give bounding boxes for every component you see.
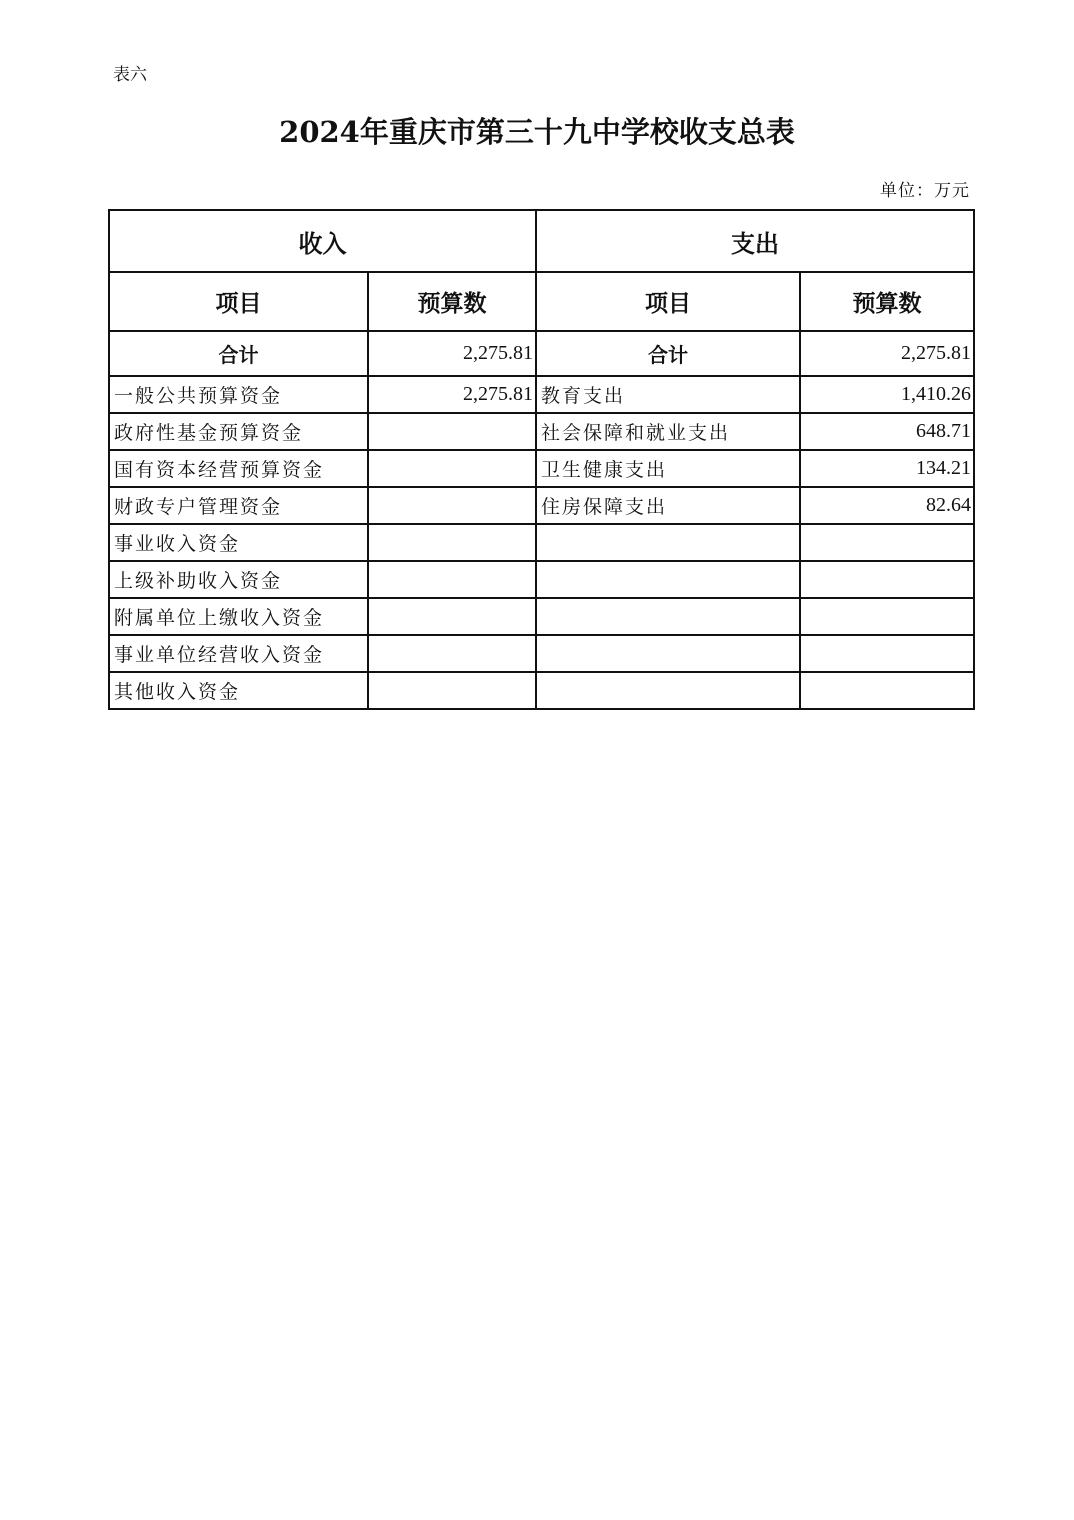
expense-total-value: 2,275.81 bbox=[800, 331, 974, 376]
income-item: 附属单位上缴收入资金 bbox=[109, 598, 368, 635]
income-item: 一般公共预算资金 bbox=[109, 376, 368, 413]
income-item-column-header: 项目 bbox=[109, 272, 368, 331]
income-total-value: 2,275.81 bbox=[368, 331, 536, 376]
table-row bbox=[109, 635, 974, 672]
income-value: 2,275.81 bbox=[368, 376, 536, 413]
table-label: 表六 bbox=[113, 65, 147, 85]
expense-item bbox=[536, 672, 800, 709]
page-title: 2024年重庆市第三十九中学校收支总表 bbox=[279, 115, 795, 149]
income-value bbox=[368, 450, 536, 487]
expense-value bbox=[800, 524, 974, 561]
expense-item bbox=[536, 598, 800, 635]
expense-budget-column-header: 预算数 bbox=[800, 272, 974, 331]
expense-value: 1,410.26 bbox=[800, 376, 974, 413]
income-value bbox=[368, 524, 536, 561]
income-item: 其他收入资金 bbox=[109, 672, 368, 709]
expense-item-column-header: 项目 bbox=[536, 272, 800, 331]
expense-item: 住房保障支出 bbox=[536, 487, 800, 524]
expense-value: 82.64 bbox=[800, 487, 974, 524]
column-header-row bbox=[109, 272, 974, 331]
income-item: 国有资本经营预算资金 bbox=[109, 450, 368, 487]
expense-value bbox=[800, 635, 974, 672]
expense-value: 648.71 bbox=[800, 413, 974, 450]
income-value bbox=[368, 413, 536, 450]
income-item: 事业单位经营收入资金 bbox=[109, 635, 368, 672]
table-row bbox=[109, 672, 974, 709]
income-total-label: 合计 bbox=[109, 331, 368, 376]
expense-header: 支出 bbox=[536, 210, 974, 272]
total-row bbox=[109, 331, 974, 376]
income-budget-column-header: 预算数 bbox=[368, 272, 536, 331]
income-item: 上级补助收入资金 bbox=[109, 561, 368, 598]
section-header-row bbox=[109, 210, 974, 272]
income-item: 政府性基金预算资金 bbox=[109, 413, 368, 450]
budget-table bbox=[108, 209, 975, 710]
table-row bbox=[109, 524, 974, 561]
income-value bbox=[368, 672, 536, 709]
income-value bbox=[368, 487, 536, 524]
income-item: 财政专户管理资金 bbox=[109, 487, 368, 524]
expense-item bbox=[536, 524, 800, 561]
expense-value: 134.21 bbox=[800, 450, 974, 487]
expense-item bbox=[536, 635, 800, 672]
income-value bbox=[368, 635, 536, 672]
expense-item: 教育支出 bbox=[536, 376, 800, 413]
table-row bbox=[109, 450, 974, 487]
table-row bbox=[109, 487, 974, 524]
table-row bbox=[109, 598, 974, 635]
unit-label: 单位：万元 bbox=[880, 181, 970, 201]
expense-value bbox=[800, 561, 974, 598]
expense-value bbox=[800, 598, 974, 635]
expense-total-label: 合计 bbox=[536, 331, 800, 376]
expense-item: 社会保障和就业支出 bbox=[536, 413, 800, 450]
table-row bbox=[109, 413, 974, 450]
income-header: 收入 bbox=[109, 210, 536, 272]
income-item: 事业收入资金 bbox=[109, 524, 368, 561]
income-value bbox=[368, 598, 536, 635]
expense-value bbox=[800, 672, 974, 709]
table-row bbox=[109, 561, 974, 598]
income-value bbox=[368, 561, 536, 598]
table-row bbox=[109, 376, 974, 413]
expense-item bbox=[536, 561, 800, 598]
expense-item: 卫生健康支出 bbox=[536, 450, 800, 487]
